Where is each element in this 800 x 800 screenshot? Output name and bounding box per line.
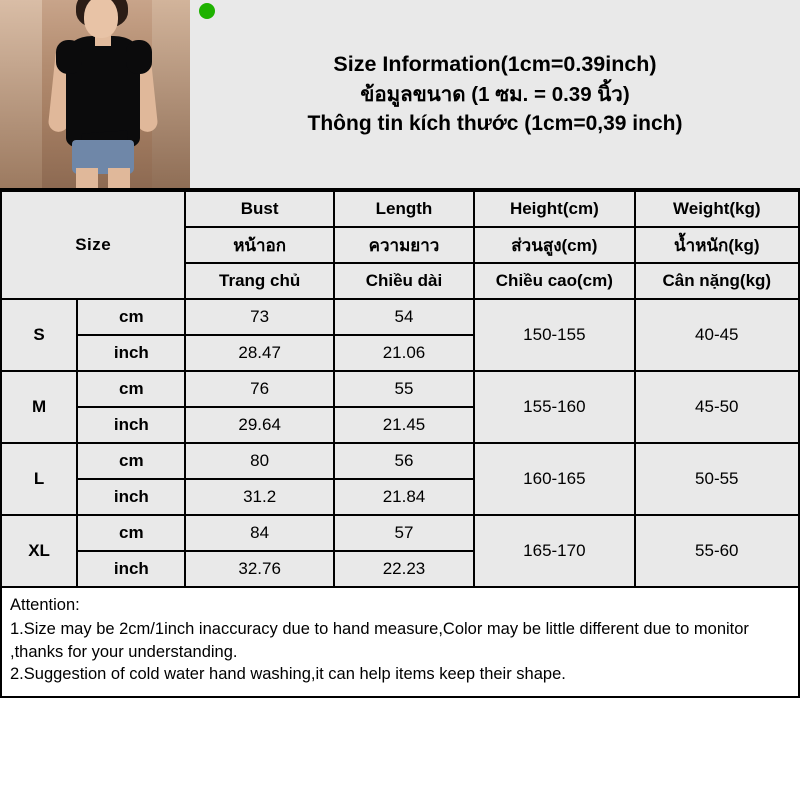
unit-inch: inch [77,335,185,371]
s-length-cm: 54 [334,299,474,335]
m-height: 155-160 [474,371,634,443]
l-length-inch: 21.84 [334,479,474,515]
attention-line-2: 2.Suggestion of cold water hand washing,it can help items keep their shape. [10,665,566,684]
unit-inch: inch [77,479,185,515]
title-thai: ข้อมูลขนาด (1 ซม. = 0.39 นิ้ว) [360,82,630,106]
col-header-weight-th: น้ำหนัก(kg) [635,227,799,263]
table-header-row-en [1,191,799,227]
header-band [0,0,800,190]
unit-cm: cm [77,443,185,479]
green-status-dot [199,3,215,19]
col-header-bust-th: หน้าอก [185,227,333,263]
attention-block [0,588,800,698]
xl-length-inch: 22.23 [334,551,474,587]
title-vietnamese: Thông tin kích thước (1cm=0,39 inch) [307,111,683,135]
col-header-height-vi: Chiều cao(cm) [474,263,634,299]
attention-heading: Attention: [10,596,80,614]
s-weight: 40-45 [635,299,799,371]
unit-inch: inch [77,407,185,443]
l-bust-cm: 80 [185,443,333,479]
xl-length-cm: 57 [334,515,474,551]
s-length-inch: 21.06 [334,335,474,371]
l-weight: 50-55 [635,443,799,515]
xl-weight: 55-60 [635,515,799,587]
title-english: Size Information(1cm=0.39inch) [333,52,657,77]
col-header-height-en: Height(cm) [474,191,634,227]
l-bust-inch: 31.2 [185,479,333,515]
table-row [1,443,799,479]
unit-cm: cm [77,515,185,551]
unit-inch: inch [77,551,185,587]
row-size-l: L [1,443,77,515]
col-header-weight-vi: Cân nặng(kg) [635,263,799,299]
col-header-length-vi: Chiều dài [334,263,474,299]
unit-cm: cm [77,299,185,335]
table-row [1,299,799,335]
col-header-height-th: ส่วนสูง(cm) [474,227,634,263]
size-table [0,190,800,588]
table-row [1,371,799,407]
m-weight: 45-50 [635,371,799,443]
unit-cm: cm [77,371,185,407]
m-length-inch: 21.45 [334,407,474,443]
s-bust-inch: 28.47 [185,335,333,371]
col-header-bust-vi: Trang chủ [185,263,333,299]
s-bust-cm: 73 [185,299,333,335]
xl-bust-inch: 32.76 [185,551,333,587]
table-row [1,515,799,551]
xl-height: 165-170 [474,515,634,587]
m-length-cm: 55 [334,371,474,407]
xl-bust-cm: 84 [185,515,333,551]
m-bust-cm: 76 [185,371,333,407]
row-size-xl: XL [1,515,77,587]
l-length-cm: 56 [334,443,474,479]
header-titles [190,0,800,188]
bottom-spacer [0,698,800,754]
row-size-m: M [1,371,77,443]
col-header-bust-en: Bust [185,191,333,227]
m-bust-inch: 29.64 [185,407,333,443]
attention-line-1: 1.Size may be 2cm/1inch inaccuracy due to hand measure,Color may be little different due to monitor ,thanks for your understanding. [10,619,749,661]
col-header-length-en: Length [334,191,474,227]
product-photo [0,0,190,188]
size-header-cell: Size [1,191,185,299]
l-height: 160-165 [474,443,634,515]
col-header-weight-en: Weight(kg) [635,191,799,227]
col-header-length-th: ความยาว [334,227,474,263]
row-size-s: S [1,299,77,371]
s-height: 150-155 [474,299,634,371]
